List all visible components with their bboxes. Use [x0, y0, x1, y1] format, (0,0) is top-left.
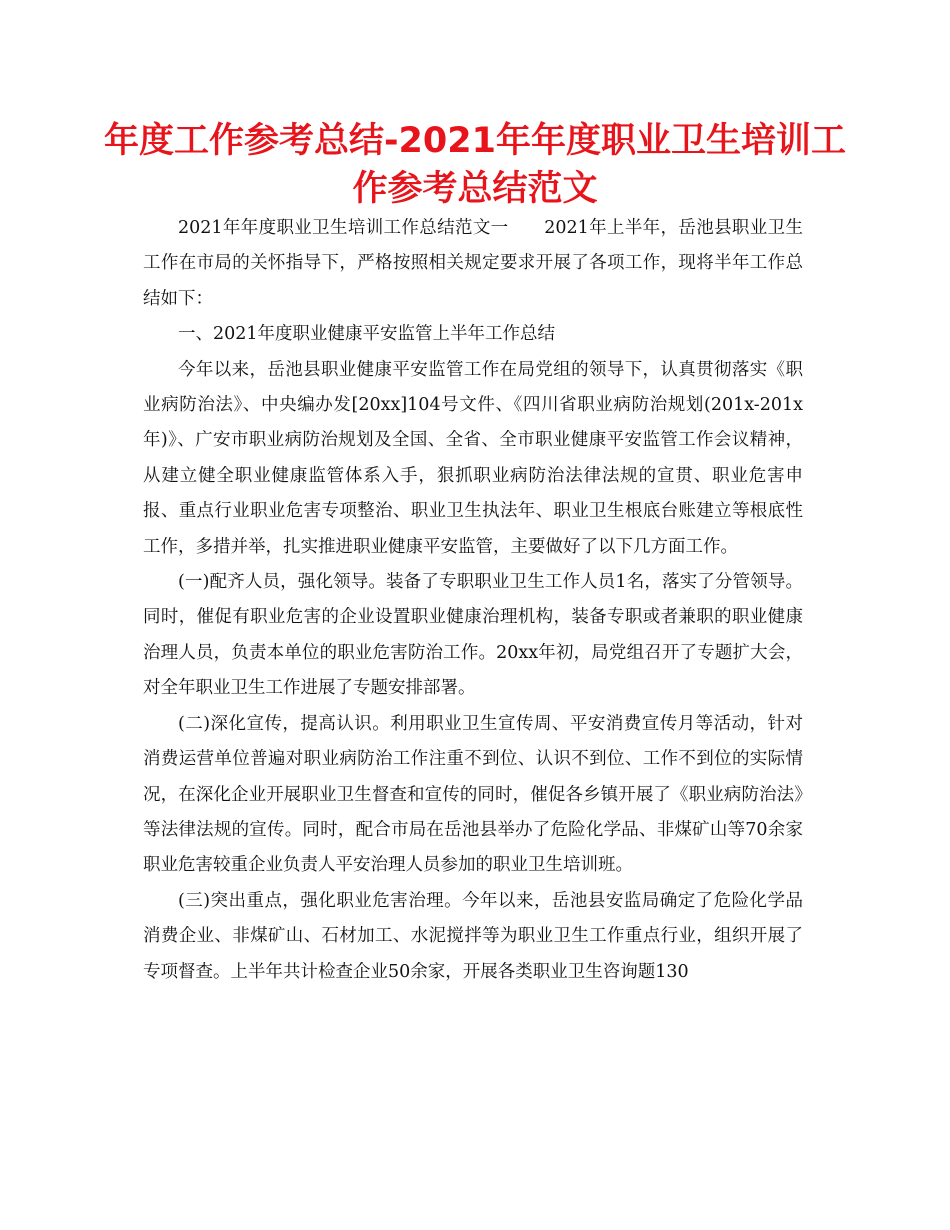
- paragraph-point-3: (三)突出重点，强化职业危害治理。今年以来，岳池县安监局确定了危险化学品消费企业、非煤矿山、石材加工、水泥搅拌等为职业卫生工作重点行业，组织开展了专项督查。上半年共计检查企业50余家，开展各类职业卫生咨询题130: [143, 890, 803, 982]
- paragraph-point-1: (一)配齐人员，强化领导。装备了专职职业卫生工作人员1名，落实了分管领导。同时，催促有职业危害的企业设置职业健康治理机构，装备专职或者兼职的职业健康治理人员，负责本单位的职业危害防治工作。20xx年初，局党组召开了专题扩大会，对全年职业卫生工作进展了专题安排部署。: [143, 572, 803, 699]
- paragraph-point-2: (二)深化宣传，提高认识。利用职业卫生宣传周、平安消费宣传月等活动，针对消费运营单位普遍对职业病防治工作注重不到位、认识不到位、工作不到位的实际情况，在深化企业开展职业卫生督查和宣传的同时，催促各乡镇开展了《职业病防治法》等法律法规的宣传。同时，配合市局在岳池县举办了危险化学品、非煤矿山等70余家职业危害较重企业负责人平安治理人员参加的职业卫生培训班。: [143, 713, 803, 876]
- paragraph-overview: 今年以来，岳池县职业健康平安监管工作在局党组的领导下，认真贯彻落实《职业病防治法》、中央编办发[20xx]104号文件、《四川省职业病防治规划(201x-201x年)》、广安市职业病防治规划及全国、全省、全市职业健康平安监管工作会议精神，从建立健全职业健康监管体系入手，狠抓职业病防治法律法规的宣贯、职业危害申报、重点行业职业危害专项整治、职业卫生执法年、职业卫生根底台账建立等根底性工作，多措并举，扎实推进职业健康平安监管，主要做好了以下几方面工作。: [143, 359, 803, 557]
- document-title: 年度工作参考总结-2021年年度职业卫生培训工作参考总结范文: [104, 121, 846, 209]
- document-body: [143, 211, 803, 990]
- paragraph-intro: 2021年年度职业卫生培训工作总结范文一 2021年上半年，岳池县职业卫生工作在市局的关怀指导下，严格按照相关规定要求开展了各项工作，现将半年工作总结如下：: [143, 218, 803, 309]
- section-heading-1: 一、2021年度职业健康平安监管上半年工作总结: [178, 324, 556, 345]
